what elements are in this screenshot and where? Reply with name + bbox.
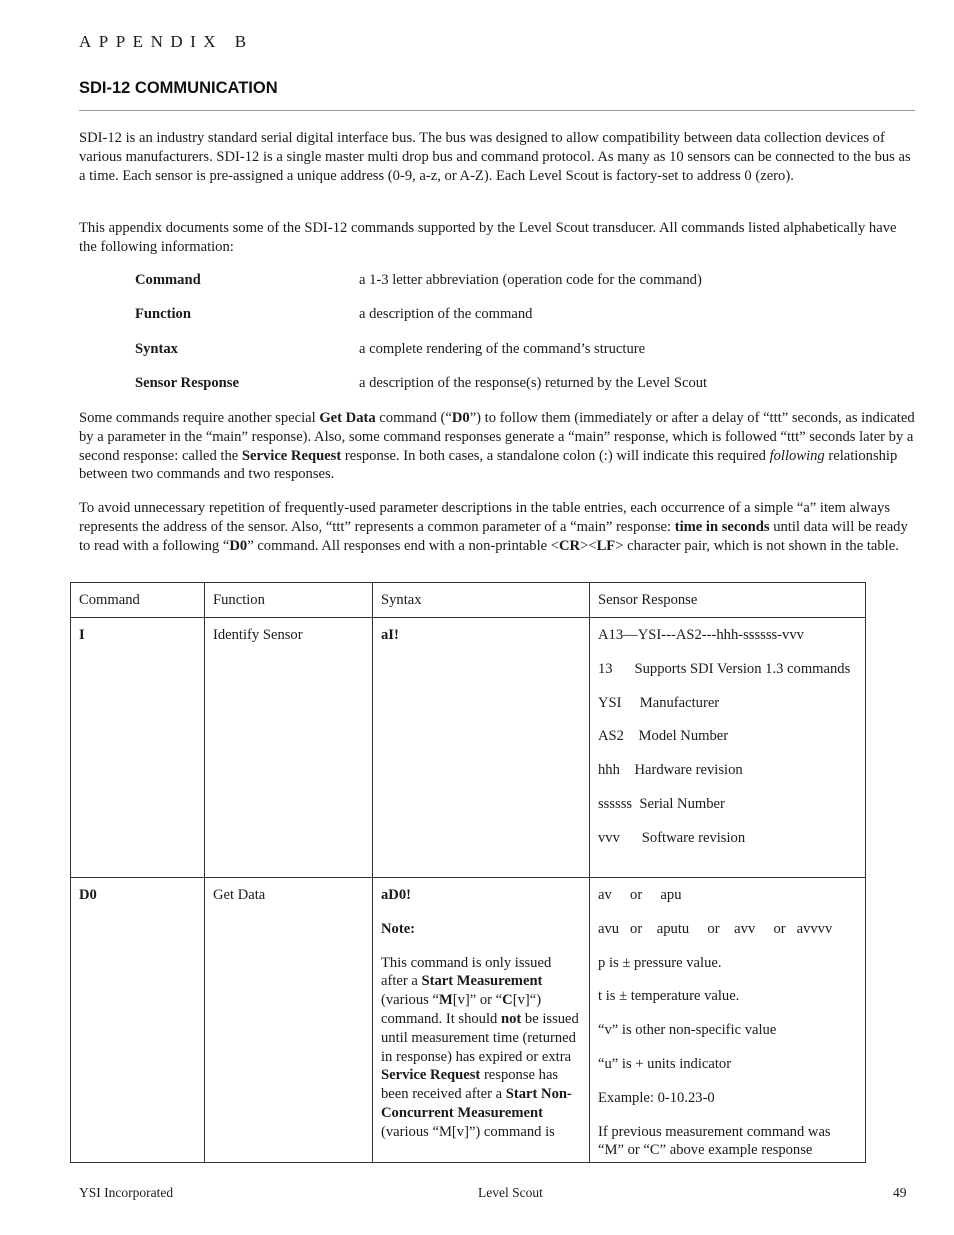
emphasis-lf: LF [596,537,616,554]
emphasis-service-request: Service Request [241,447,342,464]
column-header: Syntax [373,583,590,618]
emphasis: Service Request [381,1067,481,1084]
text-run: Some commands require another special [79,410,320,426]
text-run: This command is only issued after a [381,954,552,990]
response-line: avu or aputu or avv or avvvv [598,920,833,937]
syntax-cell [373,618,590,878]
response-line: t is ± temperature value. [598,988,740,1005]
command-cell [71,878,205,1163]
text-run: >< [580,537,597,554]
text-run: until data will be ready to read with a following “ [79,518,908,554]
response-line: AS2 Model Number [598,728,729,745]
syntax-text: aD0! [381,887,411,903]
response-line: “u” is + units indicator [598,1055,732,1072]
response-line: 13 Supports SDI Version 1.3 commands [598,660,851,677]
emphasis: Start Measurement [421,973,543,990]
appendix-label: APPENDIX B [79,32,254,51]
definition-term: Command [135,272,201,288]
response-line: ssssss Serial Number [598,795,725,812]
response-line: “v” is other non-specific value [598,1022,777,1039]
emphasis: Start Non-Concurrent Measurement [381,1086,572,1121]
section-title: SDI-12 COMMUNICATION [79,79,278,97]
response-line: Example: 0-10.23-0 [598,1089,715,1106]
definition-command [135,272,895,292]
command-cell [71,618,205,878]
emphasis-d0: D0 [451,410,470,426]
emphasis-cr: CR [559,537,581,554]
function-text: Identify Sensor [213,627,303,643]
definition-function [135,306,895,326]
definition-sensor-response [135,375,895,395]
emphasis-get-data: Get Data [319,410,376,426]
definition-description: a 1-3 letter abbreviation (operation code for the command) [359,272,702,288]
column-header: Command [71,583,205,618]
response-line: hhh Hardware revision [598,762,743,779]
definition-description: a complete rendering of the command’s structure [359,341,646,357]
page-number: 49 [893,1185,907,1200]
text-run: command (“ [375,410,452,426]
syntax-text: aI! [381,627,399,643]
definition-description: a description of the response(s) returned by the Level Scout [359,375,708,391]
note-label: Note: [381,920,416,937]
text-run: relationship between two commands and two responses. [79,447,898,483]
emphasis: C [502,992,513,1009]
response-line: p is ± pressure value. [598,954,722,971]
response-line: vvv Software revision [598,829,746,846]
text-run: ”) to follow them (immediately or after a delay of “ttt” seconds, as indicated by a parameter in the “main” response). Also, some command responses generate a “main” response, which is followed “ttt” seconds later by a second response: called the [79,410,915,464]
response-cell [590,878,866,1163]
footer-company: YSI Incorporated [79,1185,174,1200]
intro-paragraph-1: SDI-12 is an industry standard serial digital interface bus. The bus was designed to allow compatibility between data collection devices of various manufacturers. SDI-12 is a single master multi drop bus and command protocol. As many as 10 sensors can be connected to the bus as a time. Each sensor is pre-assigned a unique address (0-9, a-z, or A-Z). Each Level Scout is factory-set to address 0 (zero). [79,130,911,184]
text-run: To avoid unnecessary repetition of frequently-used parameter descriptions in the table entries, each occurrence of a simple “a” item always represents the address of the sensor. Also, “ttt” represents a common parameter of a “main” response: [79,500,891,535]
syntax-cell [373,878,590,1163]
text-run: ” command. All responses end with a non-printable < [247,537,559,554]
text-run: [v]“) command. It should [381,992,542,1027]
definition-description: a description of the command [359,306,533,322]
emphasis-time-in-seconds: time in seconds [674,518,770,535]
footer-product: Level Scout [478,1185,543,1200]
paragraph-parameters [79,499,915,555]
emphasis: M [438,992,453,1009]
definition-term: Syntax [135,341,178,357]
function-cell [205,618,373,878]
text-run: (various “M[v]”) command is [381,1123,555,1140]
intro-paragraph-2: This appendix documents some of the SDI-12 commands supported by the Level Scout transducer. All commands listed alphabetically have the following information: [79,220,897,255]
emphasis-d0: D0 [229,537,248,554]
definition-term: Function [135,306,191,322]
response-line: A13—YSI---AS2---hhh-ssssss-vvv [598,627,804,643]
note-text [381,954,581,1142]
commands-table [70,582,866,1163]
function-text: Get Data [213,887,266,903]
response-line: av or apu [598,887,682,903]
header-rule [79,110,915,111]
response-line: YSI Manufacturer [598,694,720,711]
command-code: D0 [79,887,97,903]
text-run: > character pair, which is not shown in the table. [615,537,899,554]
definition-term: Sensor Response [135,375,239,391]
table-header-row [71,583,866,618]
emphasis: not [500,1010,522,1027]
response-cell [590,618,866,878]
command-code: I [79,627,85,643]
column-header: Function [205,583,373,618]
emphasis-following: following [769,447,825,464]
definition-syntax [135,341,895,361]
paragraph-get-data [79,409,915,484]
function-cell [205,878,373,1163]
text-run: be issued until measurement time (returned in response) has expired or extra [381,1010,579,1065]
text-run: [v]” or “ [452,992,503,1009]
response-line: If previous measurement command was “M” or “C” above example response [598,1123,831,1159]
table-row [71,878,866,1163]
table-row [71,618,866,878]
text-run: response has been received after a [381,1067,559,1103]
column-header: Sensor Response [590,583,866,618]
text-run: response. In both cases, a standalone colon (:) will indicate this required [341,447,770,464]
text-run: (various “ [381,992,439,1009]
